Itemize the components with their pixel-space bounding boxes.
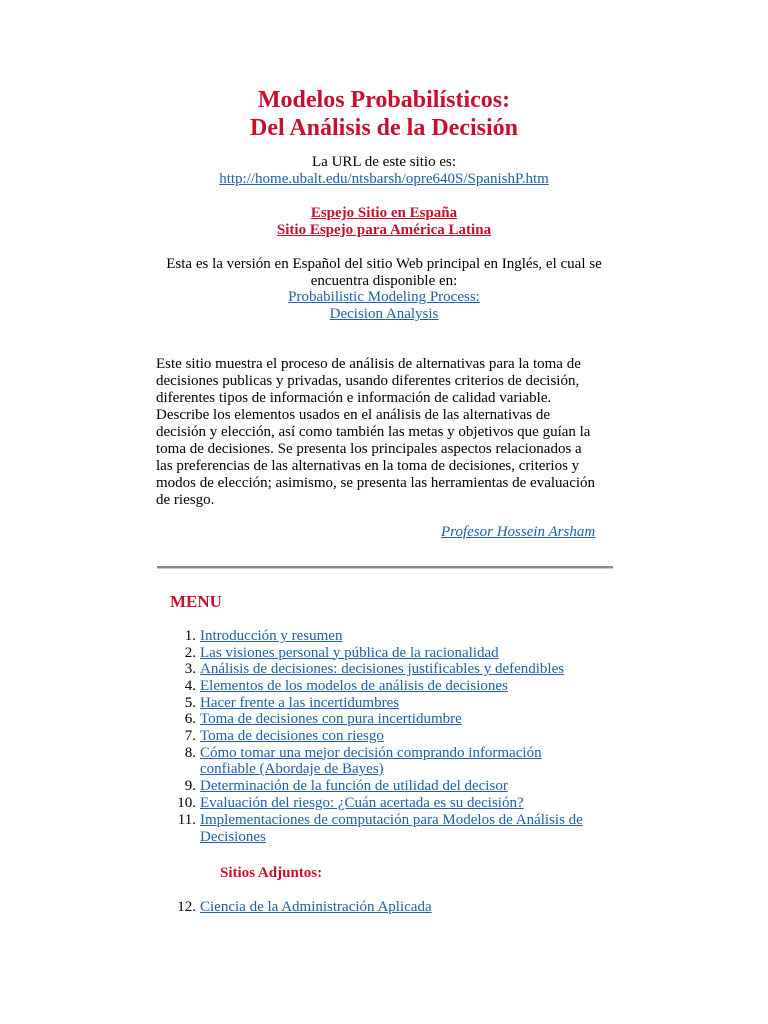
menu-item-link[interactable]: Hacer frente a las incertidumbres	[200, 694, 400, 711]
menu-item-link[interactable]: Toma de decisiones con pura incertidumbre	[200, 711, 462, 727]
mirror-spain-line	[0, 205, 768, 222]
english-link-line1	[0, 289, 768, 306]
page-title-line2: Del Análisis de la Decisión	[249, 115, 519, 141]
menu-item-link[interactable]: Cómo tomar una mejor decisión comprando información	[200, 744, 542, 761]
menu-item-number: 11.	[177, 812, 196, 828]
menu-item-number: 2.	[184, 644, 196, 661]
menu-item-link[interactable]: Introducción y resumen	[200, 628, 343, 644]
mirror-latin-america-link[interactable]: Sitio Espejo para América Latina	[276, 222, 492, 238]
description-paragraph	[156, 356, 616, 509]
menu-item-number: 3.	[184, 661, 196, 677]
menu-item-number: 9.	[184, 778, 196, 794]
menu-heading: MENU	[170, 592, 222, 611]
attached-sites-heading: Sitios Adjuntos:	[220, 865, 323, 881]
english-version-text-line2: encuentra disponible en:	[310, 273, 458, 289]
menu-item-link[interactable]: Determinación de la función de utilidad del decisor	[200, 778, 508, 794]
menu-item-number: 5.	[184, 694, 196, 711]
description-line: de riesgo.	[156, 492, 215, 508]
english-site-link-part1[interactable]: Probabilistic Modeling Process:	[288, 289, 480, 305]
menu-item-number: 7.	[184, 728, 196, 744]
menu-item-number: 4.	[184, 678, 196, 694]
english-site-link-part2[interactable]: Decision Analysis	[329, 306, 439, 322]
description-line: diferentes tipos de información e información de calidad variable.	[156, 390, 552, 406]
description-line: Describe los elementos usados en el análisis de las alternativas de	[156, 407, 551, 423]
menu-item-link[interactable]: Elementos de los modelos de análisis de decisiones	[200, 678, 508, 694]
menu-item-link[interactable]: Toma de decisiones con riesgo	[200, 728, 384, 744]
menu-item-link-continuation[interactable]: Decisiones	[200, 828, 266, 845]
description-line: toma de decisiones. Se presenta los principales aspectos relacionados a	[156, 441, 582, 457]
menu-item-number: 1.	[184, 628, 196, 644]
description-line: modos de elección; asimismo, se presenta las herramientas de evaluación	[156, 475, 596, 491]
menu-item-link-continuation[interactable]: confiable (Abordaje de Bayes)	[200, 761, 384, 778]
menu-item-number: 10.	[177, 795, 196, 811]
site-url-link[interactable]: http://home.ubalt.edu/ntsbarsh/opre640S/SpanishP.htm	[219, 171, 549, 187]
horizontal-divider	[157, 566, 613, 569]
description-line: Este sitio muestra el proceso de análisis de alternativas para la toma de	[156, 356, 581, 372]
attached-site-number: 12.	[177, 899, 196, 915]
description-line: las preferencias de las alternativas en la toma de decisiones, criterios y	[156, 458, 580, 474]
mirror-spain-link[interactable]: Espejo Sitio en España	[310, 205, 458, 221]
english-link-line2	[0, 306, 768, 323]
menu-item-link[interactable]: Las visiones personal y pública de la racionalidad	[200, 644, 499, 661]
author-signature	[441, 524, 595, 541]
page-title-line1: Modelos Probabilísticos:	[257, 87, 511, 113]
mirror-latam-line	[0, 222, 768, 239]
url-label: La URL de este sitio es:	[312, 154, 456, 170]
menu-item-link[interactable]: Análisis de decisiones: decisiones justificables y defendibles	[200, 661, 565, 677]
menu-item-number: 6.	[184, 711, 196, 727]
url-line	[0, 171, 768, 188]
menu-item-link[interactable]: Evaluación del riesgo: ¿Cuán acertada es su decisión?	[200, 795, 524, 811]
author-link[interactable]: Profesor Hossein Arsham	[441, 524, 596, 540]
menu-item-number: 8.	[184, 744, 196, 761]
description-line: decisiones publicas y privadas, usando diferentes criterios de decisión,	[156, 373, 580, 389]
menu-item-link[interactable]: Implementaciones de computación para Modelos de Análisis de	[200, 812, 583, 828]
attached-site-link[interactable]: Ciencia de la Administración Aplicada	[200, 899, 432, 915]
english-version-text-line1: Esta es la versión en Español del sitio Web principal en Inglés, el cual se	[166, 256, 602, 272]
description-line: decisión y elección, así como también las metas y objetivos que guían la	[156, 424, 591, 440]
